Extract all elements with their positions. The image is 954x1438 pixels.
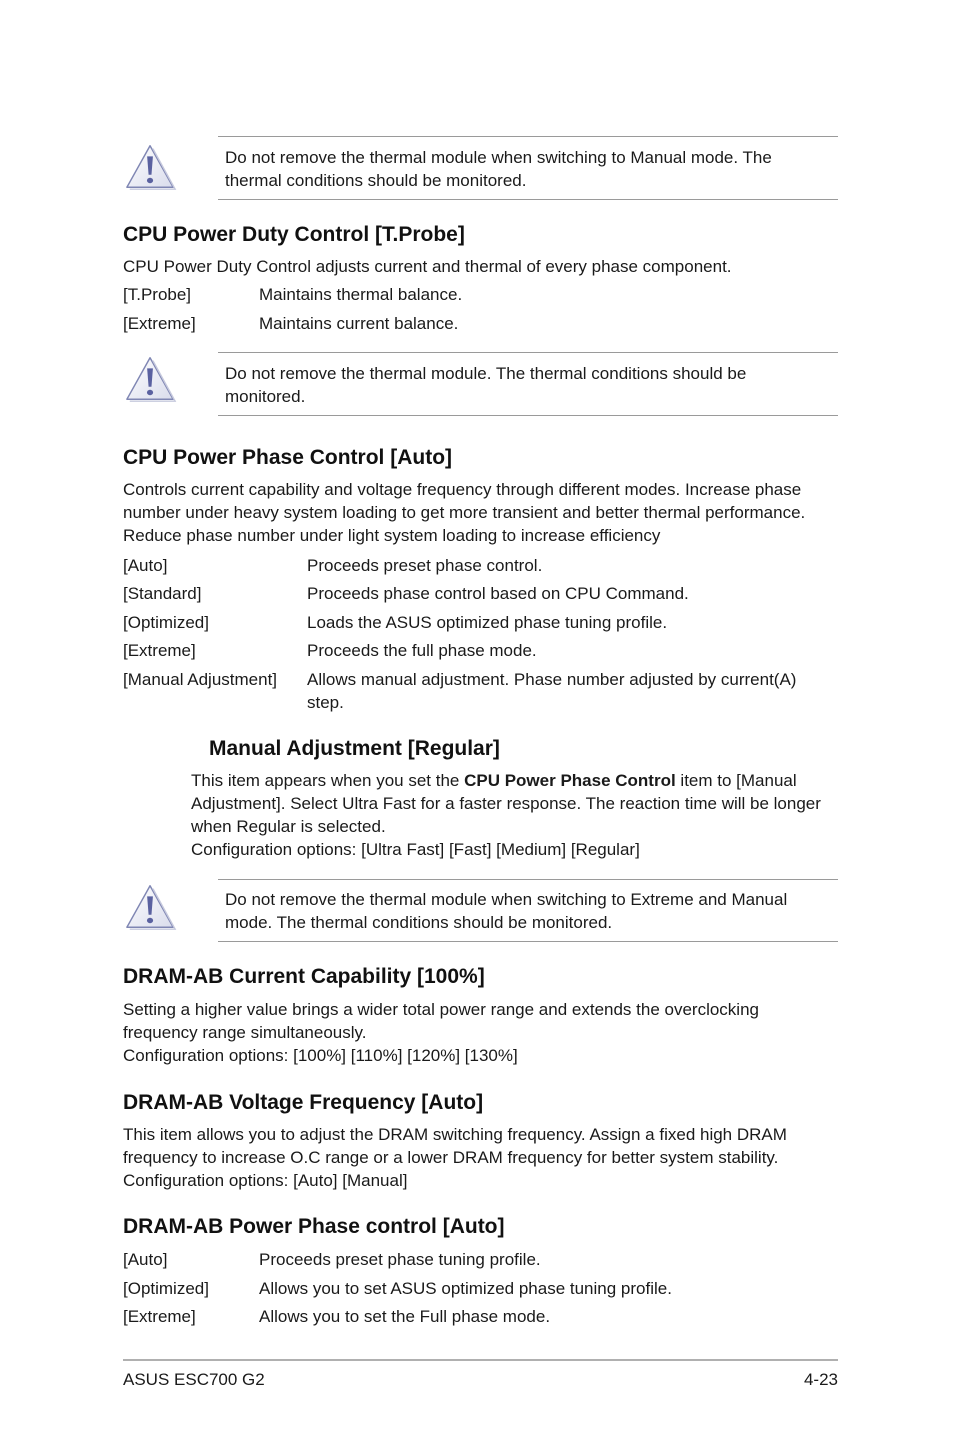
note-line: monitored. bbox=[225, 387, 306, 406]
option-key: [Extreme] bbox=[123, 314, 196, 333]
footer-rule bbox=[123, 1359, 838, 1361]
option-description: Allows you to set ASUS optimized phase tuning profile. bbox=[259, 1279, 672, 1298]
warning-icon bbox=[124, 882, 178, 932]
option-description: Maintains thermal balance. bbox=[259, 285, 463, 304]
warning-icon bbox=[124, 354, 178, 404]
config-options: Configuration options: [100%] [110%] [120%] [130%] bbox=[123, 1046, 518, 1065]
note-text bbox=[225, 888, 835, 934]
note-bottom-rule bbox=[218, 415, 838, 416]
note-text bbox=[225, 146, 835, 192]
bold-term: CPU Power Phase Control bbox=[464, 771, 676, 790]
option-description: Loads the ASUS optimized phase tuning profile. bbox=[307, 613, 668, 632]
description-line: frequency to increase O.C range or a lower DRAM frequency for better system stability. bbox=[123, 1148, 779, 1167]
option-description: Proceeds preset phase control. bbox=[307, 556, 543, 575]
footer-page-number: 4-23 bbox=[803, 1370, 838, 1389]
option-key: [Optimized] bbox=[123, 613, 209, 632]
warning-icon bbox=[124, 142, 178, 192]
option-description: Proceeds preset phase tuning profile. bbox=[259, 1250, 541, 1269]
option-key: [Extreme] bbox=[123, 641, 196, 660]
config-options: Configuration options: [Auto] [Manual] bbox=[123, 1171, 408, 1190]
option-key: [Auto] bbox=[123, 1250, 168, 1269]
option-description: Proceeds phase control based on CPU Command. bbox=[307, 584, 689, 603]
text-run: item to [Manual bbox=[675, 771, 797, 790]
section-heading: DRAM-AB Power Phase control [Auto] bbox=[123, 1215, 505, 1238]
note-top-rule bbox=[218, 879, 838, 880]
description-line: Reduce phase number under light system loading to increase efficiency bbox=[123, 526, 661, 545]
text-run: This item appears when you set the bbox=[191, 771, 465, 790]
note-top-rule bbox=[218, 136, 838, 137]
description-line: number under heavy system loading to get more transient and better thermal performance. bbox=[123, 503, 806, 522]
option-description: Allows you to set the Full phase mode. bbox=[259, 1307, 551, 1326]
option-key: [Extreme] bbox=[123, 1307, 196, 1326]
section-description bbox=[123, 998, 838, 1067]
option-description: Maintains current balance. bbox=[259, 314, 459, 333]
note-line: Do not remove the thermal module when switching to Extreme and Manual bbox=[225, 890, 788, 909]
description-line: when Regular is selected. bbox=[191, 817, 386, 836]
section-description: CPU Power Duty Control adjusts current and thermal of every phase component. bbox=[123, 257, 732, 276]
section-heading: DRAM-AB Current Capability [100%] bbox=[123, 965, 485, 988]
option-description bbox=[307, 668, 837, 714]
note-line: thermal conditions should be monitored. bbox=[225, 171, 527, 190]
note-bottom-rule bbox=[218, 941, 838, 942]
description-line: frequency range simultaneously. bbox=[123, 1023, 367, 1042]
option-description: Proceeds the full phase mode. bbox=[307, 641, 537, 660]
note-top-rule bbox=[218, 352, 838, 353]
note-bottom-rule bbox=[218, 199, 838, 200]
section-description bbox=[123, 1123, 838, 1192]
subsection-heading: Manual Adjustment [Regular] bbox=[209, 737, 500, 760]
subsection-description bbox=[191, 769, 841, 861]
option-key: [T.Probe] bbox=[123, 285, 192, 304]
note-line: Do not remove the thermal module when switching to Manual mode. The bbox=[225, 148, 772, 167]
section-description bbox=[123, 478, 838, 547]
option-key: [Auto] bbox=[123, 556, 168, 575]
section-heading: CPU Power Phase Control [Auto] bbox=[123, 446, 453, 469]
description-line: Setting a higher value brings a wider total power range and extends the overclocking bbox=[123, 1000, 759, 1019]
option-key: [Manual Adjustment] bbox=[123, 670, 278, 689]
note-text bbox=[225, 362, 835, 408]
note-line: Do not remove the thermal module. The thermal conditions should be bbox=[225, 364, 747, 383]
description-line: Adjustment]. Select Ultra Fast for a faster response. The reaction time will be longer bbox=[191, 794, 821, 813]
option-key: [Standard] bbox=[123, 584, 202, 603]
description-line: step. bbox=[307, 693, 344, 712]
description-line: Allows manual adjustment. Phase number adjusted by current(A) bbox=[307, 670, 797, 689]
description-line: This item allows you to adjust the DRAM switching frequency. Assign a fixed high DRAM bbox=[123, 1125, 787, 1144]
section-heading: CPU Power Duty Control [T.Probe] bbox=[123, 223, 465, 246]
description-line bbox=[191, 769, 841, 792]
config-options: Configuration options: [Ultra Fast] [Fast] [Medium] [Regular] bbox=[191, 840, 640, 859]
description-line: Controls current capability and voltage frequency through different modes. Increase phase bbox=[123, 480, 802, 499]
footer-product-name: ASUS ESC700 G2 bbox=[123, 1370, 265, 1389]
section-heading: DRAM-AB Voltage Frequency [Auto] bbox=[123, 1091, 484, 1114]
note-line: mode. The thermal conditions should be monitored. bbox=[225, 913, 613, 932]
option-key: [Optimized] bbox=[123, 1279, 209, 1298]
